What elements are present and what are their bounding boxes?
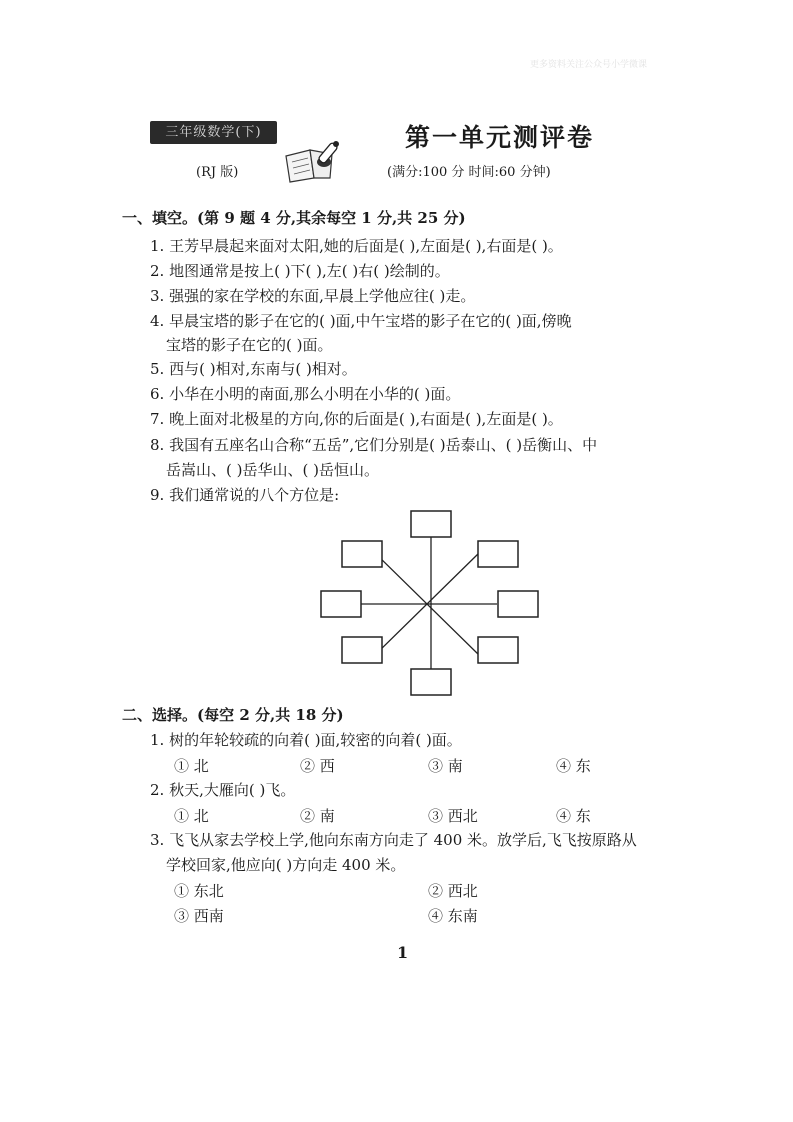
question-line: 岳嵩山、( )岳华山、( )岳恒山。 xyxy=(166,461,379,479)
eight-directions-diagram xyxy=(300,500,560,709)
question-line: 7. 晚上面对北极星的方向,你的后面是( ),右面是( ),左面是( )。 xyxy=(150,410,563,428)
question-line: 8. 我国有五座名山合称“五岳”,它们分别是( )岳泰山、( )岳衡山、中 xyxy=(150,436,598,454)
option: ② 西 xyxy=(300,757,335,775)
question-stem: 3. 飞飞从家去学校上学,他向东南方向走了 400 米。放学后,飞飞按原路从 xyxy=(150,831,637,849)
answer-box-east xyxy=(498,591,538,617)
answer-box-northwest xyxy=(342,541,382,567)
page-number: 1 xyxy=(397,943,409,962)
option: ④ 东南 xyxy=(428,907,478,925)
option: ③ 西北 xyxy=(428,807,478,825)
question-line: 宝塔的影子在它的( )面。 xyxy=(166,336,333,354)
grade-tag: 三年级数学(下) xyxy=(150,121,277,144)
score-info: (满分:100 分 时间:60 分钟) xyxy=(387,165,551,180)
option: ④ 东 xyxy=(556,757,591,775)
question-line: 3. 强强的家在学校的东面,早晨上学他应往( )走。 xyxy=(150,287,476,305)
question-line: 6. 小华在小明的南面,那么小明在小华的( )面。 xyxy=(150,385,461,403)
question-stem: 1. 树的年轮较疏的向着( )面,较密的向着( )面。 xyxy=(150,731,462,749)
option: ② 南 xyxy=(300,807,335,825)
option: ③ 西南 xyxy=(174,907,224,925)
option: ② 西北 xyxy=(428,882,478,900)
question-line: 2. 地图通常是按上( )下( ),左( )右( )绘制的。 xyxy=(150,262,450,280)
question-stem: 2. 秋天,大雁向( )飞。 xyxy=(150,781,296,799)
watermark: 更多资料关注公众号小学微课 xyxy=(530,60,648,70)
option: ④ 东 xyxy=(556,807,591,825)
answer-box-south xyxy=(411,669,451,695)
answer-box-north xyxy=(411,511,451,537)
section-title-choice: 二、选择。(每空 2 分,共 18 分) xyxy=(122,706,344,724)
edition-label: (RJ 版) xyxy=(196,165,239,180)
answer-box-southeast xyxy=(478,637,518,663)
option: ③ 南 xyxy=(428,757,463,775)
question-line: 9. 我们通常说的八个方位是: xyxy=(150,486,340,504)
section-title-fill-blank: 一、填空。(第 9 题 4 分,其余每空 1 分,共 25 分) xyxy=(122,209,466,227)
option: ① 东北 xyxy=(174,882,224,900)
page-title: 第一单元测评卷 xyxy=(405,123,595,152)
answer-box-southwest xyxy=(342,637,382,663)
answer-box-west xyxy=(321,591,361,617)
question-line: 5. 西与( )相对,东南与( )相对。 xyxy=(150,360,357,378)
question-line: 1. 王芳早晨起来面对太阳,她的后面是( ),左面是( ),右面是( )。 xyxy=(150,237,563,255)
book-pen-icon xyxy=(280,138,350,187)
question-stem: 学校回家,他应向( )方向走 400 米。 xyxy=(166,856,406,874)
option: ① 北 xyxy=(174,807,209,825)
question-line: 4. 早晨宝塔的影子在它的( )面,中午宝塔的影子在它的( )面,傍晚 xyxy=(150,312,572,330)
answer-box-northeast xyxy=(478,541,518,567)
option: ① 北 xyxy=(174,757,209,775)
